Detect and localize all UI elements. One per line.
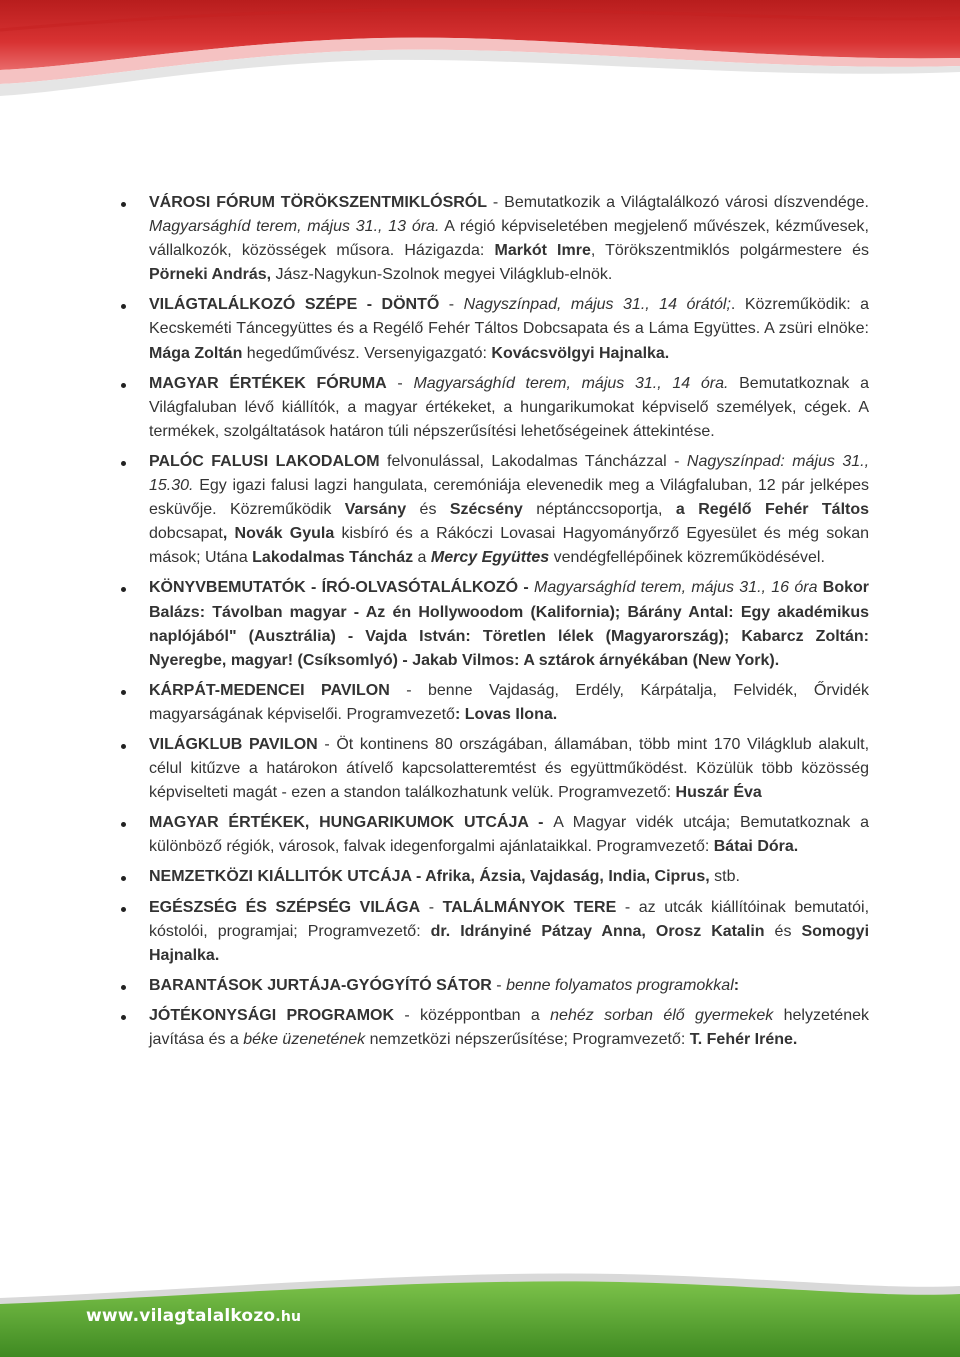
program-item-text: Nagyszínpad, május 31., 14 órától; xyxy=(463,296,731,314)
program-item-text: BARANTÁSOK JURTÁJA-GYÓGYÍTÓ SÁTOR xyxy=(149,976,492,994)
program-item-text: VÁROSI FÓRUM TÖRÖKSZENTMIKLÓSRÓL xyxy=(149,194,488,211)
program-item-text: KÖNYVBEMUTATÓK - ÍRÓ-OLVASÓTALÁLKOZÓ - xyxy=(149,579,534,597)
program-item-text: VILÁGKLUB PAVILON xyxy=(149,735,318,753)
program-item-text: MAGYAR ÉRTÉKEK FÓRUMA xyxy=(149,374,387,392)
program-item-text: , Törökszentmiklós polgármestere és xyxy=(590,242,869,260)
program-item-text: - az utcák kiállítóinak bemutatói, kóstolói, programjai; Programvezető: xyxy=(149,898,870,940)
program-item xyxy=(121,811,869,859)
program-item-text: Egy igazi falusi lagzi hangulata, ceremóniája elevenedik meg a Világfaluban, 12 pár jelképes esküvője. Közreműködik xyxy=(149,477,869,519)
program-item-text: T. Fehér Iréne. xyxy=(689,1031,798,1048)
program-item-text: PALÓC FALUSI LAKODALOM xyxy=(149,452,380,470)
program-item xyxy=(121,191,869,287)
program-item-text: Mága Zoltán xyxy=(149,344,243,362)
program-item xyxy=(121,865,869,889)
program-item-text: - xyxy=(420,898,443,916)
program-item-text: Varsány xyxy=(344,501,407,519)
program-item-text: hegedűművész. Versenyigazgató: xyxy=(242,344,492,362)
program-item-text: Nagyszínpad: május 31., 15.30. xyxy=(149,452,870,495)
program-item xyxy=(121,372,869,444)
program-item-text: - xyxy=(439,296,464,314)
program-item-text: dr. Idrányiné Pátzay Anna, Orosz Katalin xyxy=(430,922,765,940)
program-item-text: EGÉSZSÉG ÉS SZÉPSÉG VILÁGA xyxy=(149,898,421,916)
program-item-text: Somogyi Hajnalka. xyxy=(149,922,870,964)
footer-site-name: www.vilagtalalkozo xyxy=(86,1306,276,1326)
program-item-text: A régió képviseletében megjelenő művészek, kézművesek, vállalkozók, közösségek műsora. Házigazda: xyxy=(149,218,870,260)
program-item-text: MAGYAR ÉRTÉKEK, HUNGARIKUMOK UTCÁJA - xyxy=(149,814,554,832)
program-item-text: a xyxy=(413,549,431,567)
program-item xyxy=(121,733,869,805)
program-item-text: - Bemutatkozik a Világtalálkozó városi díszvendége. xyxy=(487,194,869,211)
program-item-text: béke üzenetének xyxy=(243,1031,366,1048)
program-content xyxy=(121,191,869,1058)
program-item-text: és xyxy=(406,501,450,519)
program-item-text: KÁRPÁT-MEDENCEI PAVILON xyxy=(149,681,390,699)
program-item xyxy=(121,896,869,968)
program-item-text: . Közreműködik: a Kecskeméti Táncegyüttes és a Regélő Fehér Táltos Dobcsapata és a Láma Együttes. A zsüri elnöke: xyxy=(149,296,870,338)
program-item-text: Pörneki András, xyxy=(149,266,272,284)
program-item-text: Mercy Együttes xyxy=(430,549,550,567)
program-item-text: Bokor Balázs: Távolban magyar - Az én Hollywoodom (Kalifornia); Bárány Antal: Egy akadémikus naplójából" (Ausztrália) - Vajda István: Töretlen lélek (Magyarország); Kabarcz Zoltán: Nyeregbe, magyar! (Csíksomlyó) - Jakab Vilmos: A sztárok árnyékában (New York). xyxy=(149,579,870,669)
program-item-text: - középpontban a xyxy=(394,1006,551,1024)
footer-website[interactable] xyxy=(86,1306,301,1326)
program-item-text: Huszár Éva xyxy=(675,784,762,802)
program-item-text: JÓTÉKONYSÁGI PROGRAMOK xyxy=(149,1006,395,1024)
program-item-text: és xyxy=(764,922,802,940)
program-item xyxy=(121,293,869,365)
program-item-text: : xyxy=(733,976,740,994)
program-item xyxy=(121,1004,869,1052)
program-item-text: dobcsapat xyxy=(149,525,223,543)
program-item-text: Bátai Dóra. xyxy=(713,838,799,856)
program-item-text: stb. xyxy=(709,868,740,886)
program-item-text: Kovácsvölgyi Hajnalka. xyxy=(491,344,670,362)
program-item-text: Magyarsághíd terem, május 31., 14 óra. xyxy=(413,374,729,392)
footer-site-tld: .hu xyxy=(275,1309,302,1325)
program-item xyxy=(121,576,869,672)
program-item-text: - Öt kontinens 80 országában, államában, több mint 170 Világklub alakult, célul kitűzve a határokon átívelő kapcsolatteremtést és együttműködést. Közülük több közösség képviselteti magát - ezen a standon találkozhatunk velük. Programvezető: xyxy=(149,735,870,802)
program-item-text: Jász-Nagykun-Szolnok megyei Világklub-elnök. xyxy=(271,266,613,284)
program-item-text: nehéz sorban élő gyermekek xyxy=(550,1006,774,1024)
program-item-text: kisbíró és a Rákóczi Lovasai Hagyományőrző Egyesület és még sokan mások; Utána xyxy=(149,525,869,567)
program-item-text: : Lovas Ilona. xyxy=(454,705,558,723)
program-item-text: VILÁGTALÁLKOZÓ SZÉPE - DÖNTŐ xyxy=(149,296,440,314)
program-item-text: - benne Vajdaság, Erdély, Kárpátalja, Felvidék, Őrvidék magyarságának képviselői. Programvezető xyxy=(149,681,869,723)
program-item-text: TALÁLMÁNYOK TERE xyxy=(442,898,617,916)
program-item-text: Szécsény xyxy=(449,501,523,519)
program-list xyxy=(121,191,869,1052)
program-item-text: Markót Imre xyxy=(494,242,591,260)
top-banner xyxy=(0,0,960,110)
program-item-text: vendégfellépőinek közreműködésével. xyxy=(549,549,825,567)
program-item-text: nemzetközi népszerűsítése; Programvezető: xyxy=(365,1031,690,1048)
program-item-text: benne folyamatos programokkal xyxy=(506,976,734,994)
program-item-text: néptánccsoportja, xyxy=(522,501,676,519)
program-item-text: Magyarsághíd terem, május 31., 13 óra. xyxy=(149,218,440,236)
program-item-text: Lakodalmas Táncház xyxy=(252,549,414,567)
program-item xyxy=(121,974,869,998)
program-item-text: NEMZETKÖZI KIÁLLITÓK UTCÁJA - Afrika, Ázsia, Vajdaság, India, Ciprus, xyxy=(149,868,710,886)
program-item xyxy=(121,679,869,727)
program-item xyxy=(121,450,869,570)
program-item-text: helyzetének javítása és a xyxy=(149,1006,869,1048)
program-item-text: A Magyar vidék utcája; Bemutatkoznak a különböző régiók, városok, falvak idegenforgalmi ajánlataikkal. Programvezető: xyxy=(149,814,869,856)
program-item-text: - xyxy=(491,976,507,994)
program-item-text: , Novák Gyula xyxy=(222,525,335,543)
program-item-text: - xyxy=(386,374,414,392)
program-item-text: a Regélő Fehér Táltos xyxy=(675,501,870,519)
program-item-text: felvonulással, Lakodalmas Táncházzal - xyxy=(379,452,687,470)
program-item-text: Magyarsághíd terem, május 31., 16 óra xyxy=(534,579,818,597)
program-item-text: Bemutatkoznak a Világfaluban lévő kiállítók, a magyar értékeket, a hungarikumokat képviselő személyek, cégek. A termékek, szolgáltatások határon túli népszerűsítési lehetőségeinek áttekintése. xyxy=(149,374,870,440)
